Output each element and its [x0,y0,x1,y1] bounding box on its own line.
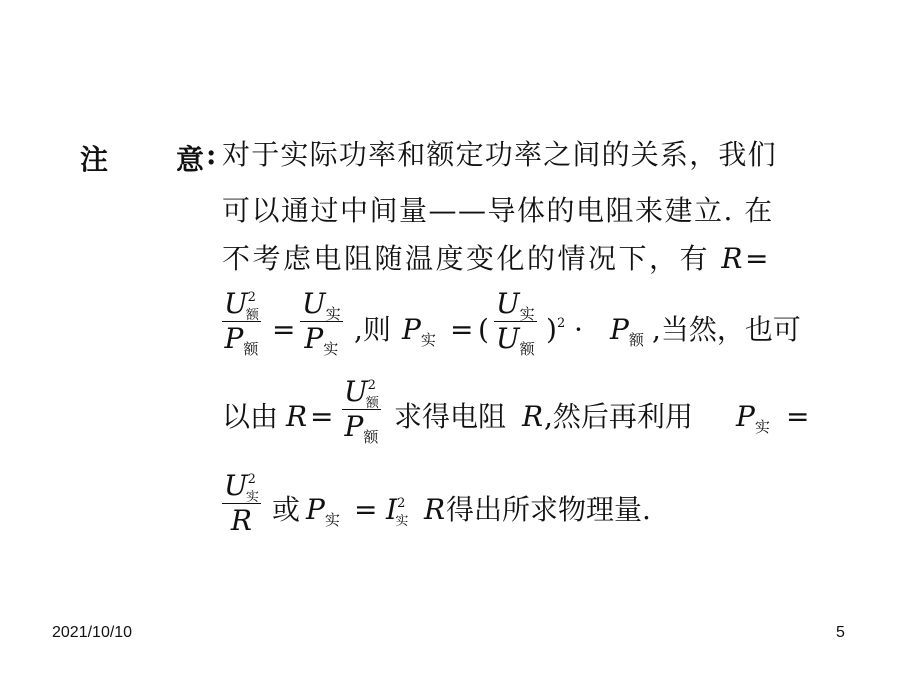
sub-rated: 额 [243,340,259,358]
var-U: U [496,322,520,355]
paren-open: ( [478,313,489,346]
sub-rated: 额 [363,428,379,446]
var-R: R [230,504,252,537]
paren-close-char: ) [546,313,557,346]
note-colon: : [206,138,217,171]
equals: = [272,313,296,346]
dot: · [574,313,583,346]
line3-text: 不考虑电阻随温度变化的情况下，有 [222,242,722,275]
sub-actual: 实 [323,340,339,358]
var-P: P [736,400,755,433]
equals: = [354,493,378,526]
page-number: 5 [836,624,845,641]
var-P: P [402,313,421,346]
exp-2: 2 [367,378,376,393]
text-ranhou: ,然后再利用 [544,400,693,433]
var-U: U [302,287,326,320]
var-I: I [386,493,398,526]
sub-actual: 实 [324,511,340,529]
p-actual [306,493,340,529]
text-huo: 或 [272,493,301,526]
var-R: R [286,400,308,433]
var-R: R [721,242,745,275]
sub-actual: 实 [420,331,436,349]
var-P: P [304,322,324,355]
var-R: R [522,400,544,433]
p-actual [736,400,770,436]
fraction-u2-over-p-rated [222,287,261,358]
fraction-u2-actual-over-r [222,469,261,537]
text-dangran: ,当然，也可 [652,313,801,346]
fraction-u2-over-p-rated-2 [342,375,381,446]
sub-rated: 额 [245,308,259,323]
equals: = [745,242,771,275]
equals: = [786,400,810,433]
p-actual [402,313,436,349]
note-label-zhu: 注 [80,143,109,176]
note-label-yi: 意 [176,143,205,176]
equals: = [310,400,334,433]
note-line-1: 对于实际功率和额定功率之间的关系，我们 [222,138,777,171]
var-P: P [344,410,364,443]
var-P: P [224,322,244,355]
sub-rated: 额 [365,396,379,411]
text-qiude: 求得电阻 [394,400,507,433]
exp-2: 2 [397,496,406,511]
exp-2: 2 [247,290,256,305]
text-yiyou: 以由 [222,400,279,433]
var-P: P [610,313,629,346]
sub-actual: 实 [395,514,409,529]
sub-actual: 实 [519,305,535,323]
sub-actual: 实 [245,490,259,505]
var-U: U [496,287,520,320]
note-line-2: 可以通过中间量——导体的电阻来建立. 在 [222,194,774,227]
equals: = [450,313,474,346]
sub-rated: 额 [628,331,644,349]
text-ze: ,则 [354,313,391,346]
i-actual-squared [386,493,409,529]
sub-actual: 实 [325,305,341,323]
fraction-u-over-p-actual [300,287,343,358]
sub-rated: 额 [519,340,535,358]
note-line-3 [222,242,771,275]
p-rated [610,313,644,349]
sub-actual: 实 [754,418,770,436]
exp-2: 2 [556,316,566,331]
paren-close [546,313,566,346]
var-U: U [224,287,248,320]
fraction-u-actual-over-u-rated [494,287,537,358]
footer-date: 2021/10/10 [52,624,133,641]
text-dechu: 得出所求物理量. [446,493,651,526]
var-U: U [224,469,248,502]
var-P: P [306,493,325,526]
var-U: U [344,375,368,408]
var-R: R [424,493,446,526]
exp-2: 2 [247,472,256,487]
